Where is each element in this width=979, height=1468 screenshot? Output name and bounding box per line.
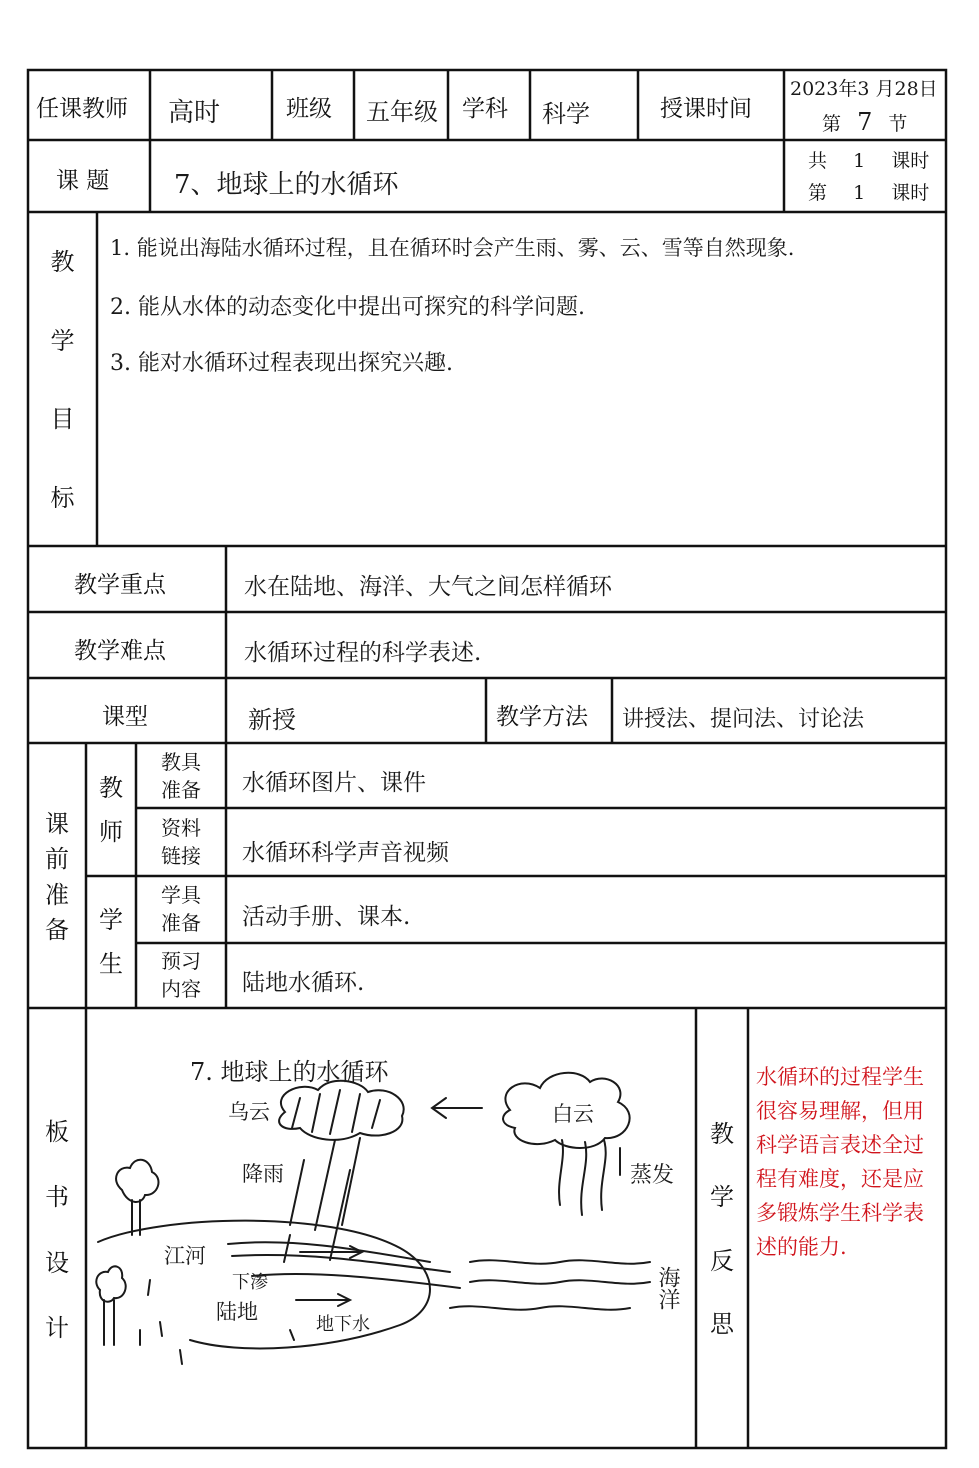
- key-point-label: 教学重点: [74, 572, 166, 598]
- river-label: 江河: [164, 1244, 206, 1268]
- reflection-line: 很容易理解，但用: [756, 1099, 924, 1123]
- reflection-label-char: 学: [710, 1183, 734, 1212]
- prep-student-char: 学: [99, 906, 123, 934]
- reflection-label-char: 反: [710, 1246, 734, 1275]
- prep-teacher-char: 师: [99, 818, 123, 846]
- rain-label: 降雨: [242, 1162, 284, 1186]
- topic-label: 课 题: [56, 168, 110, 194]
- teacher-label: 任课教师: [36, 96, 128, 122]
- lesson-current-num: 1: [853, 182, 866, 204]
- prep-row-label-line: 预习: [161, 949, 201, 973]
- difficulty-label: 教学难点: [74, 638, 166, 664]
- topic-value: 7、地球上的水循环: [174, 170, 399, 200]
- prep-label-char: 备: [45, 915, 69, 944]
- time-label: 授课时间: [660, 96, 752, 122]
- date-month: 3: [857, 78, 870, 100]
- prep-row-label-line: 学具: [161, 883, 201, 907]
- prep-row-value: 陆地水循环.: [242, 970, 365, 996]
- lesson-current-prefix: 第: [808, 182, 828, 204]
- objectives-label-char: 学: [50, 326, 75, 355]
- prep-row-label-line: 链接: [161, 844, 201, 868]
- board-label-char: 设: [45, 1248, 69, 1277]
- prep-label-char: 前: [45, 845, 69, 874]
- groundwater-label: 地下水: [316, 1314, 370, 1335]
- reflection-label-char: 思: [710, 1309, 734, 1338]
- evaporation-label: 蒸发: [630, 1163, 675, 1188]
- class-label: 班级: [286, 96, 332, 122]
- prep-student-char: 生: [99, 950, 123, 978]
- wind-arrow: [432, 1098, 482, 1118]
- board-label-char: 计: [45, 1313, 69, 1342]
- prep-teacher-char: 教: [99, 774, 123, 802]
- lesson-total-prefix: 共: [808, 150, 828, 172]
- prep-row-label-line: 资料: [161, 816, 201, 840]
- date-year-suffix: 年: [838, 78, 858, 100]
- class-value: 五年级: [366, 98, 438, 126]
- board-label-char: 板: [45, 1118, 69, 1146]
- teaching-method-value: 讲授法、提问法、讨论法: [622, 707, 865, 732]
- date-month-suffix: 月: [875, 78, 895, 100]
- tree-shape: [116, 1160, 158, 1202]
- section-suffix: 节: [888, 113, 908, 135]
- objectives-label-char: 标: [50, 483, 75, 512]
- objectives-label-char: 教: [50, 248, 75, 276]
- subject-label: 学科: [462, 96, 508, 122]
- dark-cloud-label: 乌云: [228, 1100, 270, 1124]
- teacher-value: 高时: [168, 98, 221, 128]
- prep-row-label-line: 准备: [161, 778, 201, 802]
- lesson-type-label: 课型: [102, 704, 148, 730]
- date-day-suffix: 日: [918, 78, 938, 100]
- difficulty-value: 水循环过程的科学表述.: [244, 640, 482, 666]
- ocean-label: [656, 1266, 678, 1310]
- lesson-total-suffix: 课时: [891, 150, 930, 172]
- reflection-label: [696, 1122, 748, 1336]
- lesson-current-suffix: 课时: [891, 182, 930, 204]
- reflection-line: 科学语言表述全过: [756, 1133, 924, 1157]
- lesson-type-value: 新授: [248, 706, 296, 734]
- key-point-value: 水在陆地、海洋、大气之间怎样循环: [244, 574, 612, 600]
- prep-label-char: 课: [45, 810, 69, 838]
- board-title: 7. 地球上的水循环: [190, 1058, 389, 1086]
- reflection-line: 多锻炼学生科学表: [756, 1201, 924, 1225]
- reflection-text: [756, 1060, 942, 1264]
- dark-cloud-shape: [279, 1081, 404, 1140]
- prep-row-label-line: 教具: [161, 750, 201, 774]
- objective-item-1: 1. 能说出海陆水循环过程，且在循环时会产生雨、雾、云、雪等自然现象.: [110, 236, 795, 260]
- objective-item-2: 2. 能从水体的动态变化中提出可探究的科学问题.: [110, 295, 585, 320]
- prep-row-value: 活动手册、课本.: [242, 904, 411, 930]
- section-num: 7: [857, 108, 873, 136]
- white-cloud-label: 白云: [552, 1102, 594, 1126]
- reflection-label-char: 教: [710, 1120, 734, 1148]
- reflection-line: 水循环的过程学生: [756, 1065, 924, 1089]
- subject-value: 科学: [542, 100, 590, 128]
- objectives-label-char: 目: [50, 405, 75, 434]
- prep-row-label-line: 准备: [161, 911, 201, 935]
- section-prefix: 第: [822, 113, 842, 135]
- lesson-total-num: 1: [853, 150, 866, 172]
- prep-row-label-line: 内容: [161, 977, 201, 1001]
- date-day: 28: [894, 78, 919, 100]
- prep-row-value: 水循环科学声音视频: [242, 840, 449, 866]
- board-label-char: 书: [45, 1183, 69, 1212]
- reflection-line: 程有难度，还是应: [756, 1167, 924, 1191]
- prep-row-value: 水循环图片、课件: [242, 770, 426, 796]
- objective-item-3: 3. 能对水循环过程表现出探究兴趣.: [110, 351, 453, 376]
- reflection-line: 述的能力.: [756, 1235, 847, 1259]
- teaching-method-label: 教学方法: [496, 704, 588, 730]
- infiltration-label: 下渗: [232, 1272, 268, 1293]
- ocean-label-text: 海洋: [655, 1266, 680, 1310]
- prep-label-char: 准: [45, 880, 69, 909]
- land-label: 陆地: [216, 1300, 258, 1324]
- date-year: 2023: [790, 78, 839, 100]
